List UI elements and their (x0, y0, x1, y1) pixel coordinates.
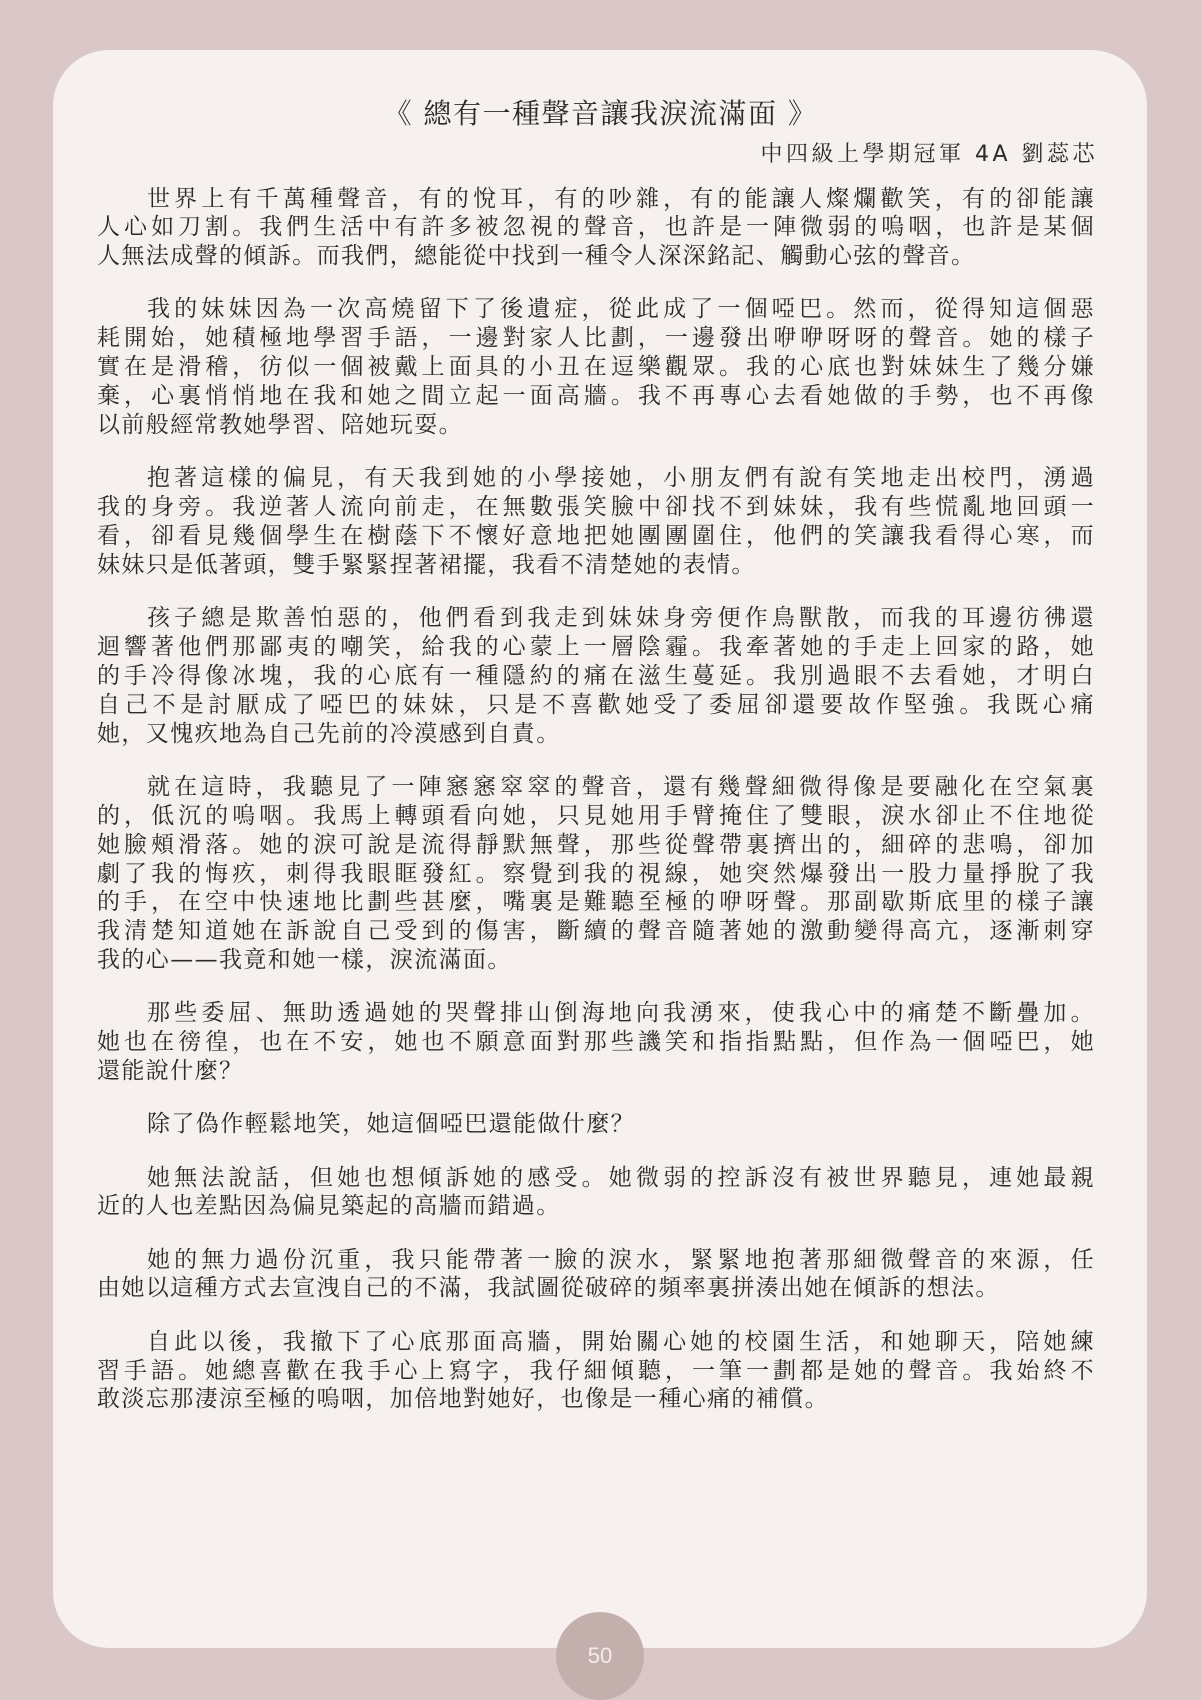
essay-line: 我的身旁。我逆著人流向前走，在無數張笑臉中卻找不到妹妹，我有些慌亂地回頭一 (97, 494, 1095, 521)
essay-line: 劇了我的悔疚，刺得我眼眶發紅。察覺到我的視線，她突然爆發出一股力量掙脫了我 (97, 860, 1095, 887)
essay-line: 敢淡忘那淒涼至極的嗚咽，加倍地對她好，也像是一種心痛的補償。 (97, 1386, 829, 1413)
essay-paragraph (97, 773, 1095, 975)
essay-line: 我的心——我竟和她一樣，淚流滿面。 (97, 947, 512, 974)
essay-line: 孩子總是欺善怕惡的，他們看到我走到妹妹身旁便作鳥獸散，而我的耳邊彷彿還 (147, 605, 1095, 632)
essay-paragraph (97, 1328, 1095, 1415)
essay-line: 的，低沉的嗚咽。我馬上轉頭看向她，只見她用手臂掩住了雙眼，淚水卻止不住地從 (97, 802, 1095, 829)
essay-paragraph (97, 1110, 1095, 1139)
essay-line: 由她以這種方式去宣洩自己的不滿，我試圖從破碎的頻率裏拼湊出她在傾訴的想法。 (97, 1275, 1000, 1302)
essay-line: 還能說什麼？ (97, 1058, 244, 1085)
essay-line: 近的人也差點因為偏見築起的高牆而錯過。 (97, 1193, 561, 1220)
essay-line: 的手，在空中快速地比劃些甚麼，嘴裏是難聽至極的咿呀聲。那副歇斯底里的樣子讓 (97, 889, 1095, 916)
essay-paragraph (97, 1164, 1095, 1222)
essay-line: 看，卻看見幾個學生在樹蔭下不懷好意地把她團團圍住，他們的笑讓我看得心寒，而 (97, 523, 1095, 549)
essay-line: 她，又愧疚地為自己先前的冷漠感到自責。 (97, 720, 561, 747)
essay-line: 耗開始，她積極地學習手語，一邊對家人比劃，一邊發出咿咿呀呀的聲音。她的樣子 (97, 325, 1095, 352)
essay-line: 迴響著他們那鄙夷的嘲笑，給我的心蒙上一層陰霾。我牽著她的手走上回家的路，她 (97, 633, 1095, 660)
essay-body (97, 185, 1095, 1439)
essay-paragraph (97, 999, 1095, 1086)
essay-line: 我的妹妹因為一次高燒留下了後遺症，從此成了一個啞巴。然而，從得知這個惡 (147, 296, 1095, 323)
essay-line: 她臉頰滑落。她的淚可說是流得靜默無聲，那些從聲帶裏擠出的，細碎的悲鳴，卻加 (97, 831, 1095, 858)
essay-paragraph (97, 1246, 1095, 1304)
essay-line: 人無法成聲的傾訴。而我們，總能從中找到一種令人深深銘記、觸動心弦的聲音。 (97, 243, 976, 270)
essay-line: 她也在徬徨，也在不安，她也不願意面對那些譏笑和指指點點，但作為一個啞巴，她 (97, 1029, 1095, 1056)
author-byline: 中四級上學期冠軍 4A 劉蕊芯 (760, 142, 1098, 167)
essay-paragraph (97, 295, 1095, 439)
essay-paragraph (97, 185, 1095, 272)
essay-line: 自此以後，我撤下了心底那面高牆，開始關心她的校園生活，和她聊天，陪她練 (147, 1328, 1095, 1355)
essay-line: 以前般經常教她學習、陪她玩耍。 (97, 412, 463, 439)
essay-line: 的手冷得像冰塊，我的心底有一種隱約的痛在滋生蔓延。我別過眼不去看她，才明白 (97, 662, 1095, 689)
essay-line: 她無法說話，但她也想傾訴她的感受。她微弱的控訴沒有被世界聽見，連她最親 (147, 1164, 1095, 1191)
essay-title: 《 總有一種聲音讓我淚流滿面 》 (383, 97, 818, 130)
page-number-badge (556, 1612, 644, 1700)
essay-paragraph (97, 604, 1095, 748)
essay-line: 就在這時，我聽見了一陣窸窸窣窣的聲音，還有幾聲細微得像是要融化在空氣裏 (147, 773, 1095, 800)
essay-line: 抱著這樣的偏見，有天我到她的小學接她，小朋友們有說有笑地走出校門，湧過 (147, 465, 1095, 492)
essay-line: 我清楚知道她在訴說自己受到的傷害，斷續的聲音隨著她的激動變得高亢，逐漸刺穿 (97, 918, 1095, 945)
essay-paragraph (97, 464, 1095, 580)
essay-line: 她的無力過份沉重，我只能帶著一臉的淚水，緊緊地抱著那細微聲音的來源，任 (147, 1246, 1095, 1273)
essay-line: 人心如刀割。我們生活中有許多被忽視的聲音，也許是一陣微弱的嗚咽，也許是某個 (97, 214, 1095, 241)
page-number: 50 (587, 1643, 613, 1668)
essay-line: 除了偽作輕鬆地笑，她這個啞巴還能做什麼？ (147, 1111, 635, 1138)
essay-line: 那些委屈、無助透過她的哭聲排山倒海地向我湧來，使我心中的痛楚不斷疊加。 (147, 1000, 1095, 1027)
essay-line: 實在是滑稽，彷似一個被戴上面具的小丑在逗樂觀眾。我的心底也對妹妹生了幾分嫌 (97, 354, 1095, 381)
essay-line: 妹妹只是低著頭，雙手緊緊捏著裙擺，我看不清楚她的表情。 (97, 551, 756, 578)
essay-line: 習手語。她總喜歡在我手心上寫字，我仔細傾聽，一筆一劃都是她的聲音。我始終不 (97, 1357, 1095, 1384)
essay-line: 棄，心裏悄悄地在我和她之間立起一面高牆。我不再專心去看她做的手勢，也不再像 (97, 383, 1095, 410)
essay-line: 自己不是討厭成了啞巴的妹妹，只是不喜歡她受了委屈卻還要故作堅強。我既心痛 (97, 691, 1095, 718)
essay-line: 世界上有千萬種聲音，有的悅耳，有的吵雜，有的能讓人燦爛歡笑，有的卻能讓 (147, 185, 1095, 212)
